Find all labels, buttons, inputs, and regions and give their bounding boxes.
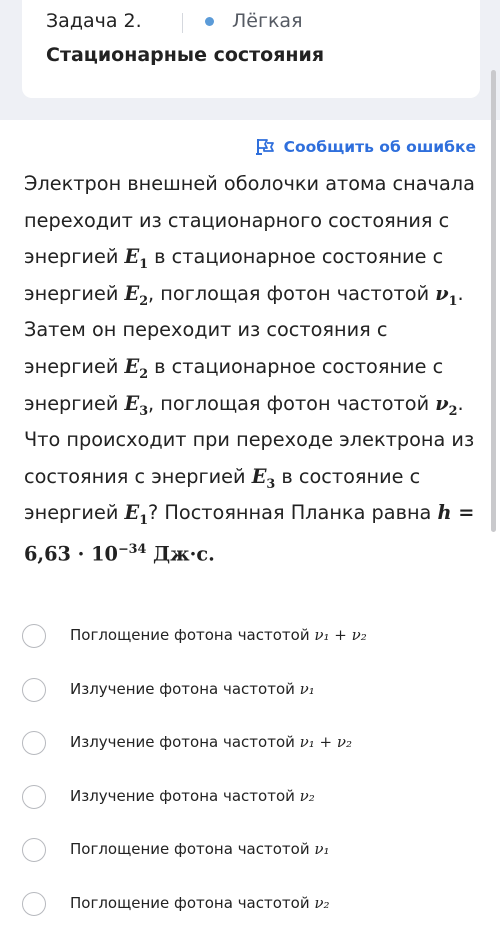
answer-option[interactable] [0, 832, 500, 872]
math-expression: Дж·с. [146, 542, 215, 566]
problem-text: в состояние с энергией [24, 464, 421, 525]
answer-option-label: Поглощение фотона частотой ν₂ [70, 894, 330, 912]
radio-button[interactable] [22, 731, 46, 755]
radio-button[interactable] [22, 785, 46, 809]
problem-text: , поглощая фотон частотой [148, 391, 436, 415]
answer-option-label: Поглощение фотона частотой ν₁ + ν₂ [70, 626, 367, 644]
answer-formula: ν₂ [299, 786, 315, 805]
radio-button[interactable] [22, 838, 46, 862]
problem-statement [24, 166, 480, 573]
problem-text: , поглощая фотон частотой [148, 281, 436, 305]
problem-text: ? Постоянная Планка равна [148, 501, 438, 525]
answer-formula: ν₁ + ν₂ [314, 626, 367, 644]
math-expression: = 6,63 · 10 [24, 501, 475, 566]
math-exponent: −34 [117, 541, 147, 557]
math-symbol: $\nu_1$ [435, 281, 458, 309]
math-symbol: $E_2$ [124, 354, 149, 382]
report-error-link[interactable] [255, 138, 476, 156]
answer-option-label: Излучение фотона частотой ν₁ [70, 679, 315, 698]
report-error-label: Сообщить об ошибке [283, 138, 476, 156]
problem-text: Электрон внешней оболочки атома сначала переходит из стационарного состояния с энергией [24, 172, 475, 269]
answer-option[interactable] [0, 725, 500, 765]
answer-formula: ν₂ [314, 894, 330, 912]
radio-button[interactable] [22, 892, 46, 916]
radio-button[interactable] [22, 624, 46, 648]
problem-text: . Что происходит при переходе электрона из состояния с энергией [24, 391, 475, 488]
scrollbar-thumb[interactable] [491, 70, 496, 532]
math-symbol: h [437, 501, 452, 525]
answer-option[interactable] [0, 618, 500, 658]
problem-text: в стационарное состояние с энергией [24, 245, 444, 305]
answer-option-label: Излучение фотона частотой ν₁ + ν₂ [70, 733, 353, 752]
math-symbol: $E_3$ [251, 464, 276, 492]
difficulty-label: Лёгкая [232, 10, 303, 32]
answer-option-label: Излучение фотона частотой ν₂ [70, 786, 315, 805]
math-symbol: $E_1$ [124, 501, 149, 529]
answer-formula: ν₁ [299, 679, 315, 698]
task-topic: Стационарные состояния [46, 44, 325, 66]
header-divider [182, 13, 183, 33]
answer-option[interactable] [0, 672, 500, 712]
math-symbol: $E_3$ [124, 391, 149, 419]
answer-formula: ν₁ [314, 840, 330, 859]
math-symbol: $\nu_2$ [435, 391, 458, 419]
math-symbol: $E_2$ [124, 281, 149, 309]
answer-option[interactable] [0, 886, 500, 926]
radio-button[interactable] [22, 678, 46, 702]
answer-formula: ν₁ + ν₂ [299, 733, 353, 752]
task-number: Задача 2. [46, 10, 142, 32]
task-header-card [22, 0, 480, 98]
problem-text: в стационарное состояние с энергией [24, 354, 444, 415]
answer-option-label: Поглощение фотона частотой ν₁ [70, 840, 330, 859]
flag-icon [255, 138, 275, 156]
problem-text: . Затем он переходит из состояния с энергией [24, 281, 464, 378]
math-symbol: $E_1$ [124, 245, 149, 273]
difficulty-dot-icon [205, 17, 214, 26]
answer-option[interactable] [0, 779, 500, 819]
